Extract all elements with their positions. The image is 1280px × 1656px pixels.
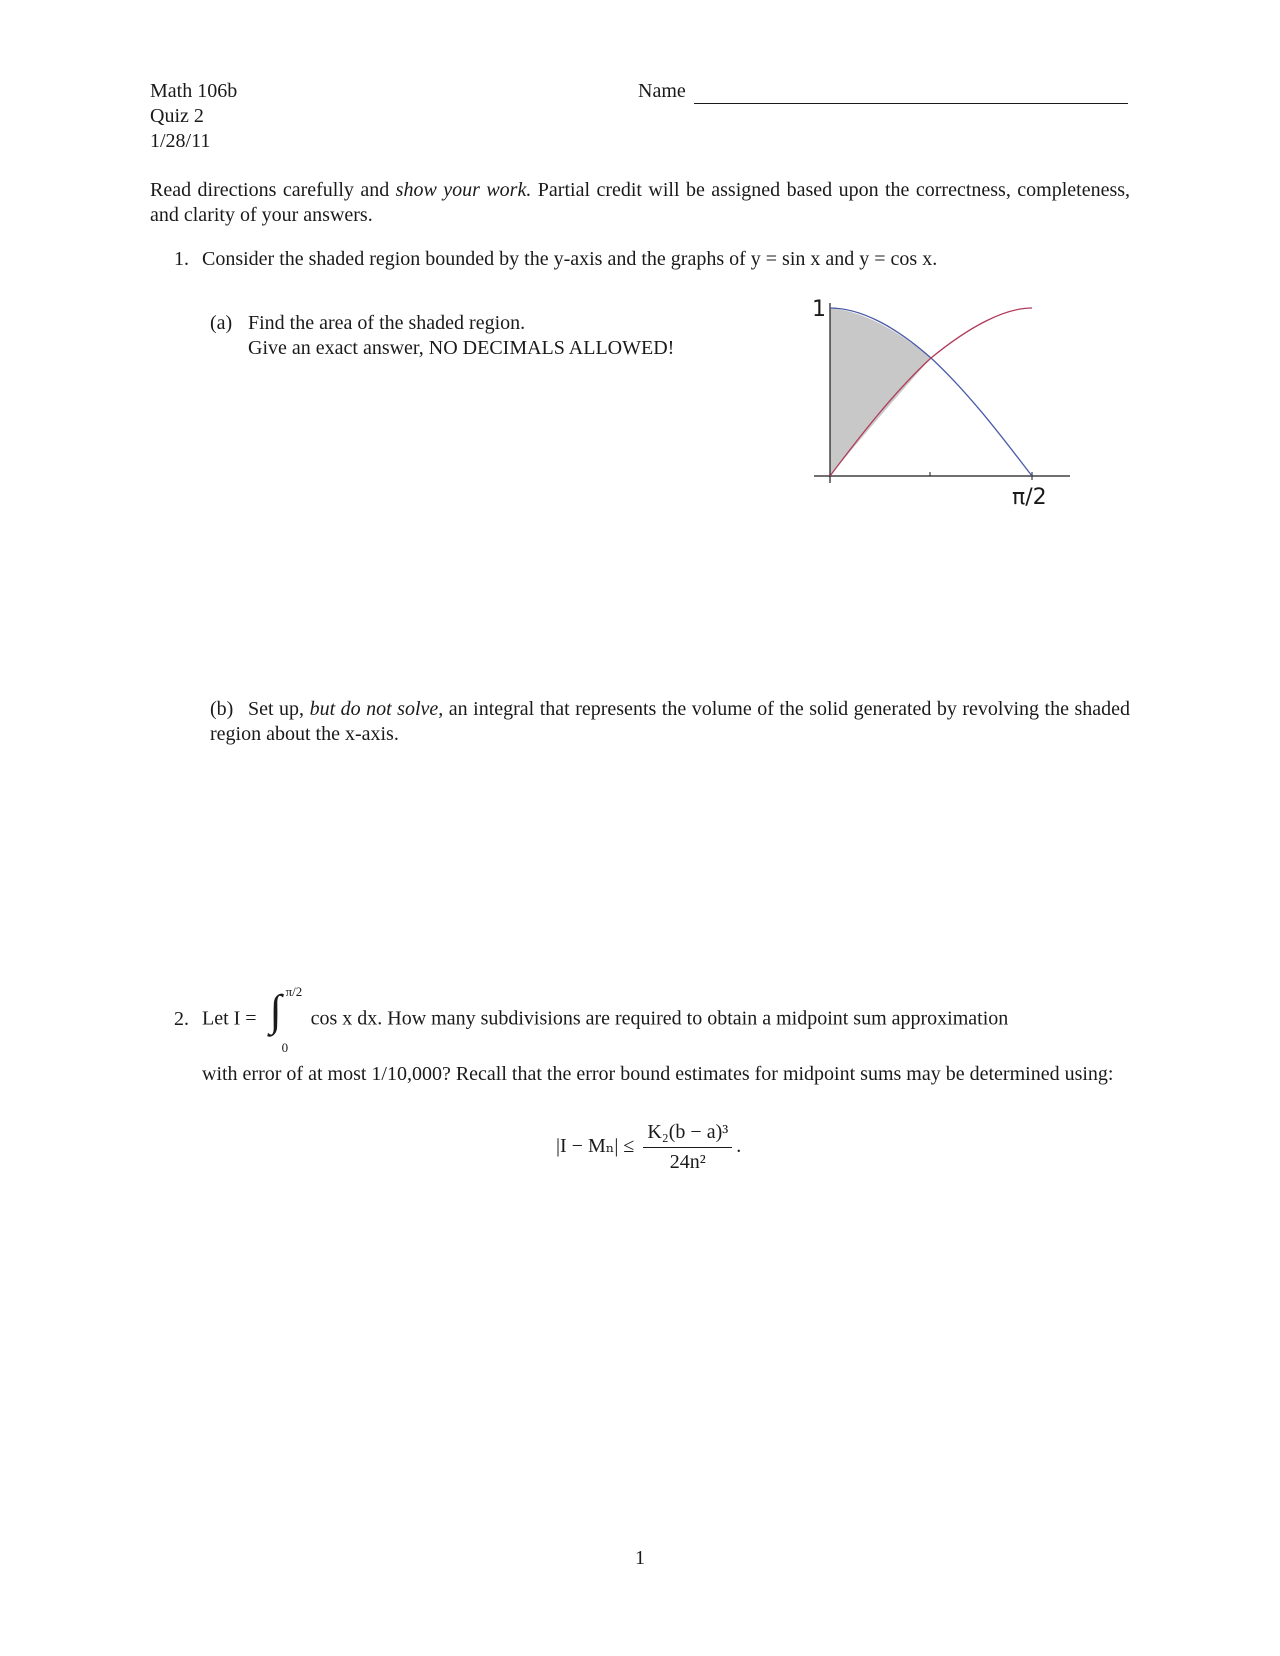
integral-lower-bound: 0 — [281, 1040, 289, 1055]
name-blank-line — [694, 87, 1128, 104]
header-info — [150, 79, 237, 154]
question-1b-part2: an integral that represents the volume of the solid generated by revolving the shaded region about the x-axis. — [210, 698, 1130, 745]
integral-symbol: ∫ π/2 0 — [262, 1005, 306, 1035]
error-bound-formula — [556, 1120, 741, 1175]
formula-fraction — [643, 1120, 732, 1175]
question-1 — [174, 247, 1134, 272]
integral-upper-bound: π/2 — [285, 984, 303, 999]
directions-part1: Read directions carefully and — [150, 179, 390, 201]
question-1b-part1: Set up, — [248, 698, 305, 720]
question-1a — [210, 311, 770, 361]
question-1-text: Consider the shaded region bounded by the y-axis and the graphs of y = sin x and y = cos x. — [202, 248, 938, 270]
x-tick-label: π/2 — [1012, 485, 1047, 510]
question-1a-label: (a) — [210, 312, 233, 334]
integrand: cos x dx. — [310, 1007, 383, 1030]
formula-end: . — [736, 1135, 742, 1158]
question-1a-line1: Find the area of the shaded region. — [248, 312, 526, 334]
course-title: Math 106b — [150, 80, 238, 102]
directions — [150, 178, 1130, 228]
name-field — [638, 79, 1128, 104]
page-number: 1 — [635, 1547, 645, 1569]
question-2-continued: with error of at most 1/10,000? Recall that the error bound estimates for midpoint sums may be determined using: — [202, 1063, 1114, 1085]
quiz-date: 1/28/11 — [150, 130, 211, 152]
y-tick-label: 1 — [812, 297, 826, 322]
question-1-number: 1. — [174, 248, 189, 270]
question-1b — [210, 697, 1130, 747]
question-2-text1: How many subdivisions are required to obtain a midpoint sum approximation — [387, 1007, 1009, 1030]
quiz-title: Quiz 2 — [150, 105, 204, 127]
question-2-number: 2. — [174, 1007, 189, 1030]
region-figure — [800, 286, 1080, 518]
question-1b-emphasis: but do not solve, — [309, 698, 444, 720]
formula-numerator: K₂(b − a)³ — [643, 1120, 732, 1148]
question-2 — [174, 984, 1134, 1055]
question-1a-line2: Give an exact answer, NO DECIMALS ALLOWED! — [248, 337, 675, 359]
formula-lhs: |I − Mₙ| ≤ — [556, 1135, 635, 1158]
directions-part2: Partial credit will be assigned based upon the correctness, completeness, and clarity of your answers. — [150, 179, 1131, 226]
shaded-region — [830, 308, 931, 476]
directions-emphasis: show your work. — [395, 179, 532, 201]
question-1b-label: (b) — [210, 698, 234, 720]
name-label: Name — [638, 80, 686, 102]
question-2-let: Let I = — [202, 1007, 257, 1030]
formula-denominator: 24n² — [669, 1151, 706, 1173]
